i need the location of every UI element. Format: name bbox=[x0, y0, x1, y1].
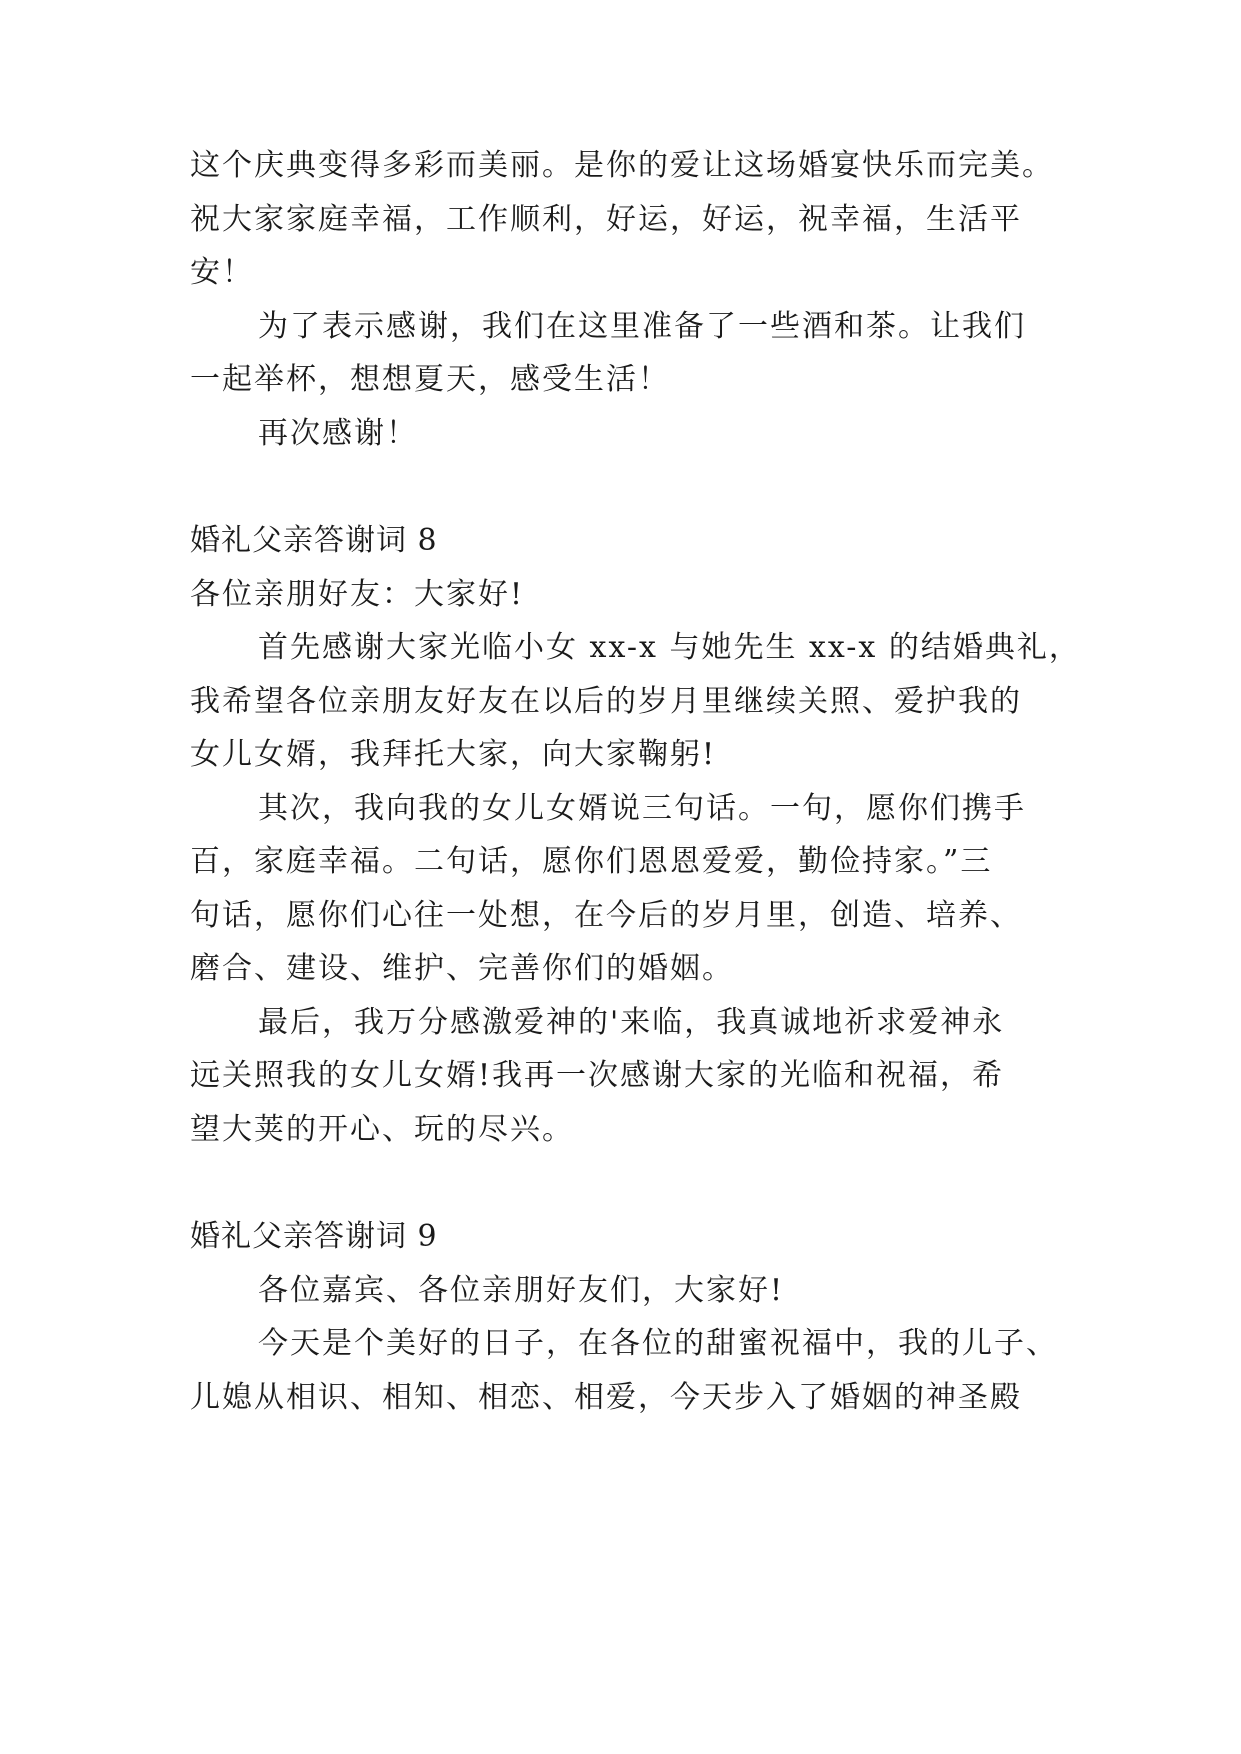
paragraph-line: 各位嘉宾、各位亲朋好友们，大家好! bbox=[258, 1273, 785, 1308]
paragraph-line: 各位亲朋好友：大家好! bbox=[190, 577, 525, 612]
paragraph-line: 其次，我向我的女儿女婿说三句话。一句，愿你们携手 bbox=[258, 791, 1026, 826]
paragraph-line: 磨合、建设、维护、完善你们的婚姻。 bbox=[190, 951, 734, 986]
paragraph-line: 首先感谢大家光临小女 xx-x 与她先生 xx-x 的结婚典礼， bbox=[258, 630, 1081, 665]
paragraph-line: 为了表示感谢，我们在这里准备了一些酒和茶。让我们 bbox=[258, 309, 1026, 344]
paragraph-line: 一起举杯，想想夏天，感受生活！ bbox=[190, 362, 670, 397]
paragraph-line: 最后，我万分感激爱神的'来临，我真诚地祈求爱神永 bbox=[258, 1005, 1005, 1040]
paragraph-line: 远关照我的女儿女婿!我再一次感谢大家的光临和祝福，希 bbox=[190, 1058, 1005, 1093]
paragraph-line: 我希望各位亲朋友好友在以后的岁月里继续关照、爱护我的 bbox=[190, 684, 1022, 719]
paragraph-line: 这个庆典变得多彩而美丽。是你的爱让这场婚宴快乐而完美。 bbox=[190, 148, 1054, 183]
paragraph-line: 再次感谢！ bbox=[258, 416, 418, 451]
paragraph-line: 百，家庭幸福。二句话，愿你们恩恩爱爱，勤俭持家。”三 bbox=[190, 844, 993, 879]
paragraph-line: 句话，愿你们心往一处想，在今后的岁月里，创造、培养、 bbox=[190, 898, 1022, 933]
section-heading: 婚礼父亲答谢词 8 bbox=[190, 523, 438, 558]
paragraph-line: 望大荚的开心、玩的尽兴。 bbox=[190, 1112, 574, 1147]
paragraph-line: 安！ bbox=[190, 255, 254, 290]
paragraph-line: 今天是个美好的日子，在各位的甜蜜祝福中，我的儿子、 bbox=[258, 1326, 1058, 1361]
paragraph-line: 女儿女婿，我拜托大家，向大家鞠躬! bbox=[190, 737, 717, 772]
section-heading: 婚礼父亲答谢词 9 bbox=[190, 1219, 438, 1254]
paragraph-line: 祝大家家庭幸福，工作顺利，好运，好运，祝幸福，生活平 bbox=[190, 202, 1022, 237]
paragraph-line: 儿媳从相识、相知、相恋、相爱，今天步入了婚姻的神圣殿 bbox=[190, 1380, 1022, 1415]
